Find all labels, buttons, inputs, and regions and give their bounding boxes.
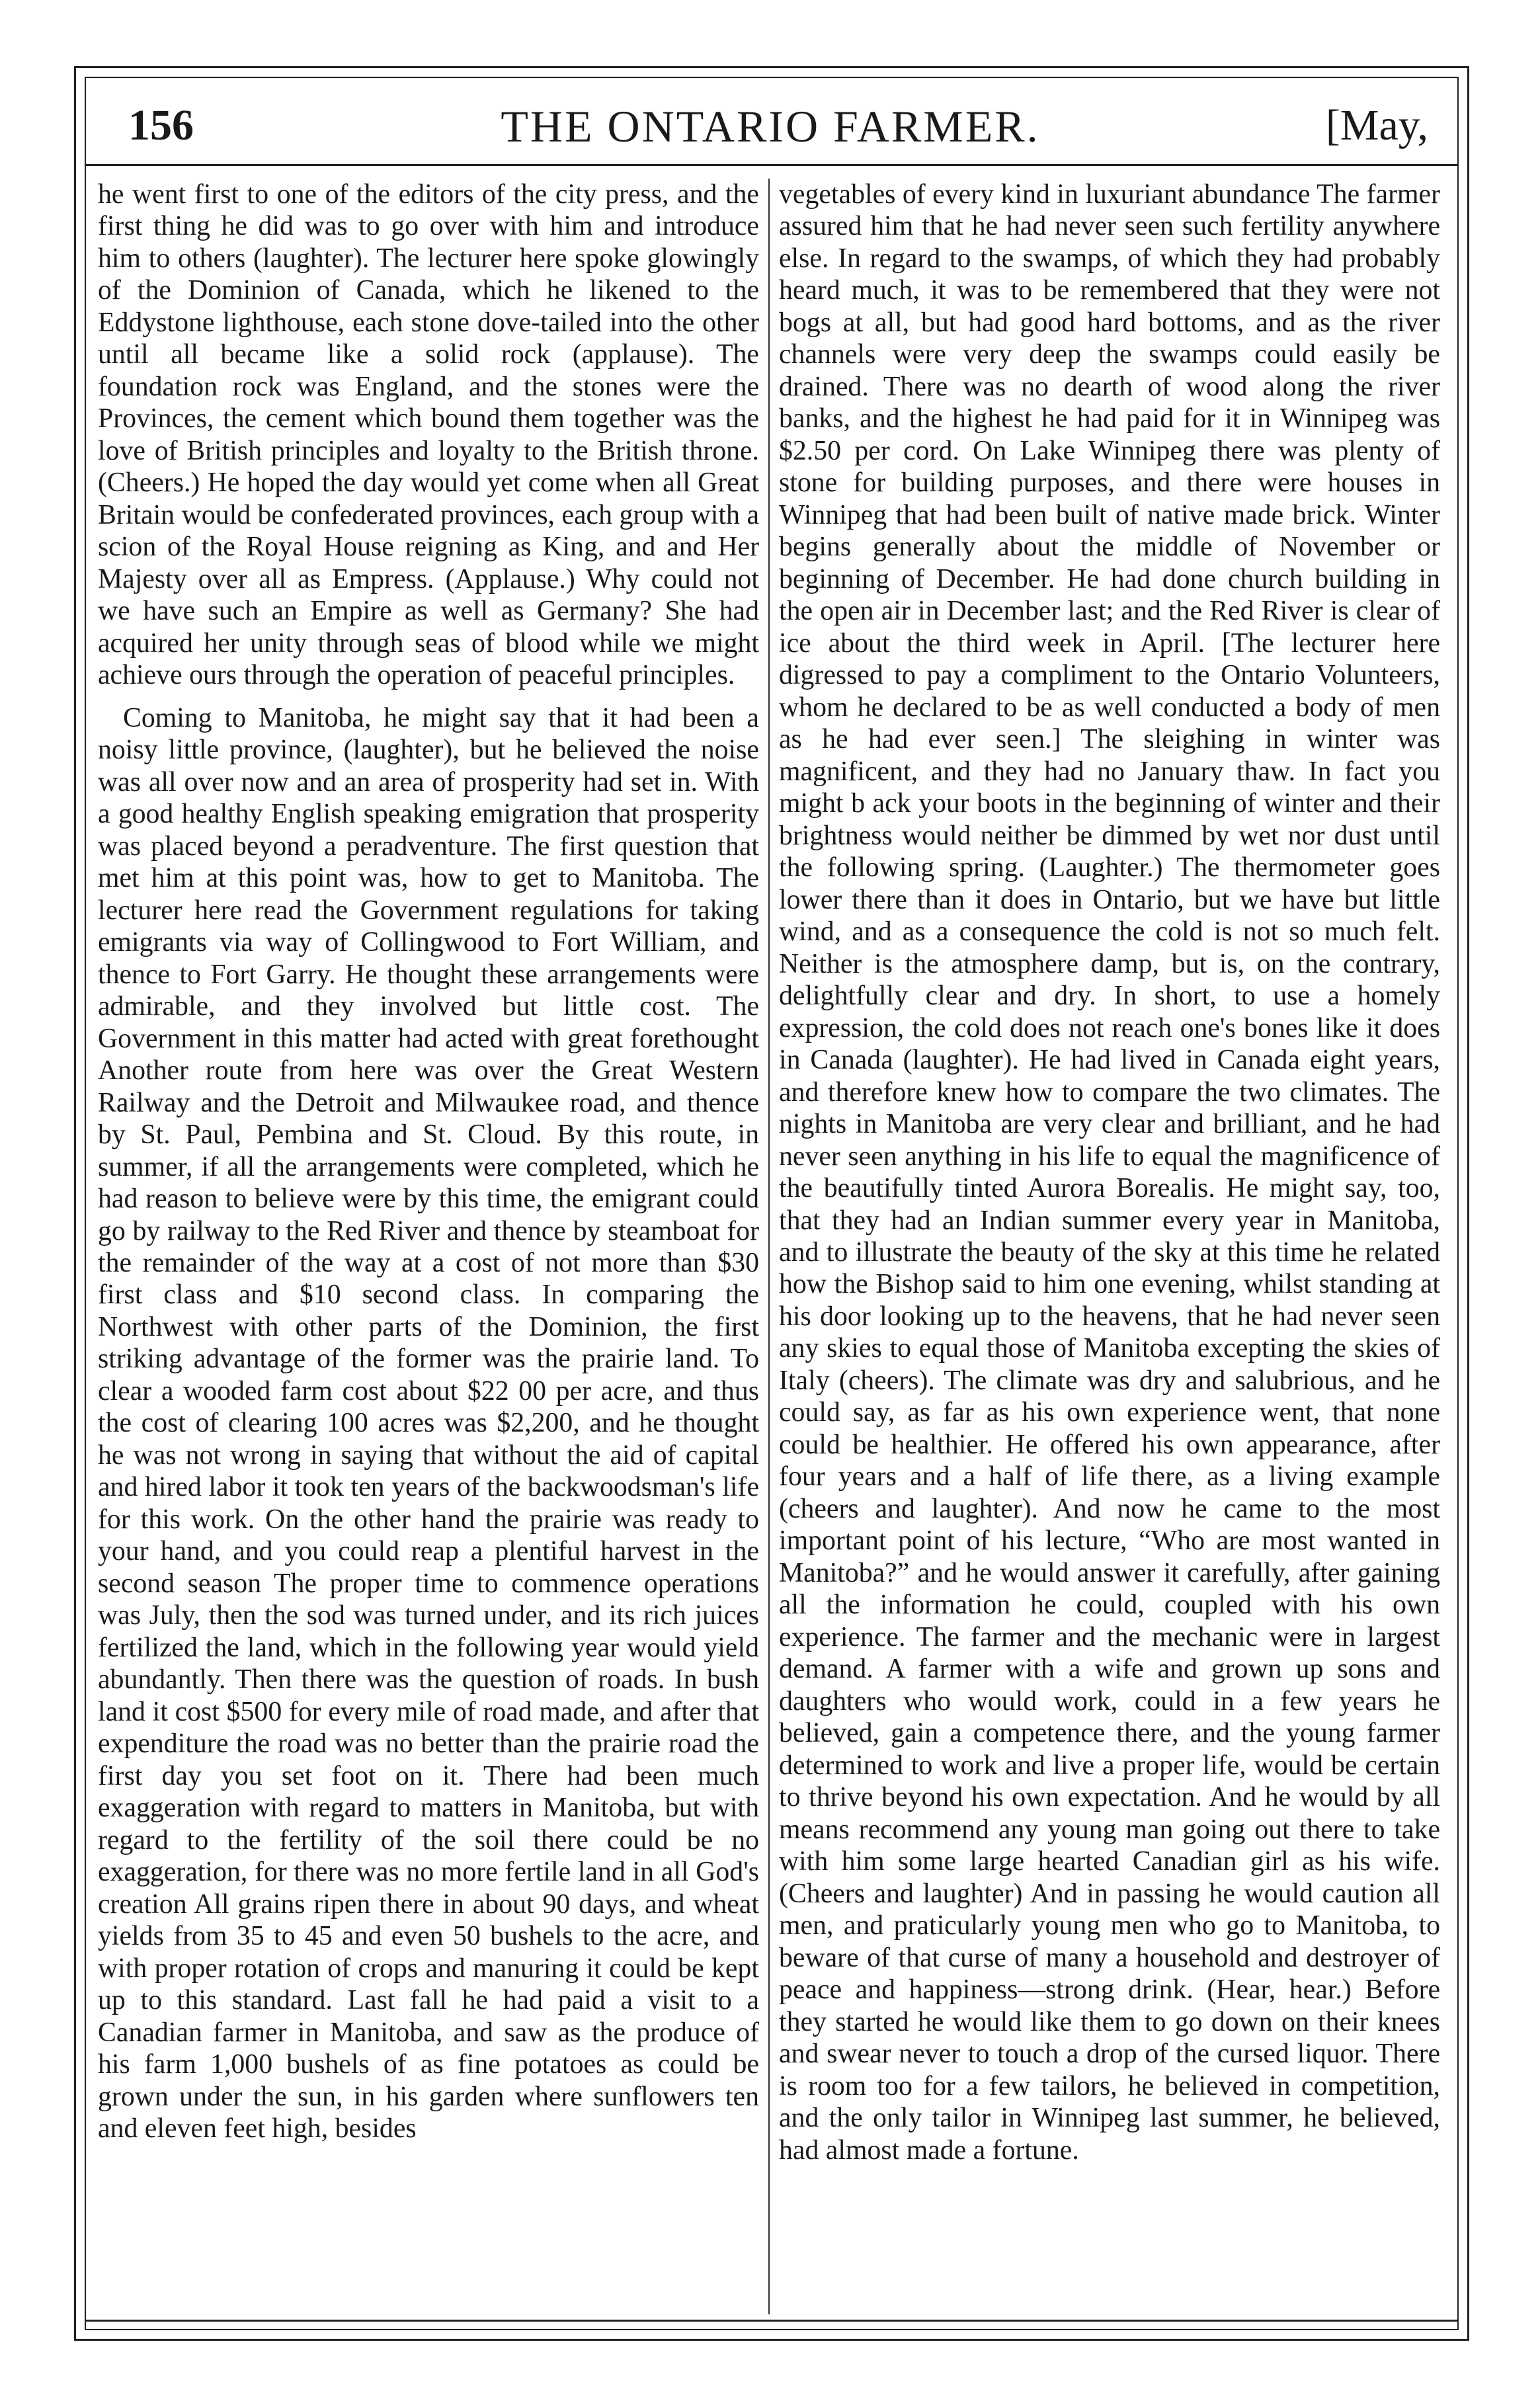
column-divider: [768, 179, 770, 2314]
issue-month: [May,: [1325, 101, 1428, 149]
page-number: 156: [128, 101, 194, 149]
paragraph: he went first to one of the editors of the city press, and the first thing he did was to go over with him and introduce him to others (laughter). The lecturer here spoke glowingly of the Dominion of Canada, which he likened to the Eddystone lighthouse, each stone dove-tailed into the other until all became like a solid rock (applause). The foundation rock was England, and the stones were the Provinces, the cement which bound them together was the love of British principles and loyalty to the British throne. (Cheers.) He hoped the day would yet come when all Great Britain would be confederated provinces, each group with a scion of the Royal House reigning as King, and and Her Majesty over all as Empress. (Applause.) Why could not we have such an Empire as well as Germany? She had acquired her unity through seas of blood while we might achieve ours through the operation of peaceful principles.: [98, 179, 759, 691]
page-header: [99, 93, 1441, 165]
header-rule: [85, 164, 1459, 166]
paragraph: vegetables of every kind in luxuriant abundance The farmer assured him that he had never seen such fertility anywhere else. In regard to the swamps, of which they had probably heard much, it was to be remembered that they were not bogs at all, but had good hard bottoms, and as the river channels were very deep the swamps could easily be drained. There was no dearth of wood along the river banks, and the highest he had paid for it in Winnipeg was $2.50 per cord. On Lake Winnipeg there was plenty of stone for building purposes, and there were houses in Winnipeg that had been built of native made brick. Winter begins generally about the middle of November or beginning of December. He had done church building in the open air in December last; and the Red River is clear of ice about the third week in April. [The lecturer here digressed to pay a compliment to the Ontario Volunteers, whom he declared to be as well conducted a body of men as he had ever seen.] The sleighing in winter was magnificent, and they had no January thaw. In fact you might b ack your boots in the beginning of winter and their brightness would neither be dimmed by wet nor dust until the following spring. (Laughter.) The thermometer goes lower there than it does in Ontario, but we have but little wind, and as a consequence the cold is not so much felt. Neither is the atmosphere damp, but is, on the contrary, delightfully clear and dry. In short, to use a homely expression, the cold does not reach one's bones like it does in Canada (laughter). He had lived in Canada eight years, and therefore knew how to compare the two climates. The nights in Manitoba are very clear and brilliant, and he had never seen anything in his life to equal the magnificence of the beautifully tinted Aurora Borealis. He might say, too, that they had an Indian summer every year in Manitoba, and to illustrate the beauty of the sky at this time he related how the Bishop said to him one evening, whilst standing at his door looking up to the heavens, that he had never seen any skies to equal those of Manitoba excepting the skies of Italy (cheers). The climate was dry and salubrious, and he could say, as far as his own experience went, that none could be healthier. He offered his own appearance, after four years and a half of life there, as a living example (cheers and laughter). And now he came to the most important point of his lecture, “Who are most wanted in Manitoba?” and he would answer it carefully, after gaining all the information he could, coupled with his own experience. The farmer and the mechanic were in largest demand. A farmer with a wife and grown up sons and daughters who would work, could in a few years he believed, gain a competence there, and the young farmer determined to work and live a proper life, would be certain to thrive beyond his own expectation. And he would by all means recommend any young man going out there to take with him some large hearted Canadian girl as his wife. (Cheers and laughter) And in passing he would caution all men, and praticularly young men who go to Manitoba, to beware of that curse of many a household and destroyer of peace and happiness—strong drink. (Hear, hear.) Before they started he would like them to go down on their knees and swear never to touch a drop of the cursed liquor. There is room too for a few tailors, he believed in competition, and the only tailor in Winnipeg last summer, he believed, had almost made a fortune.: [779, 179, 1440, 2166]
running-title: THE ONTARIO FARMER.: [501, 101, 1040, 151]
footer-rule: [85, 2320, 1459, 2322]
right-column: [779, 179, 1440, 2301]
left-column: [98, 179, 759, 2301]
paragraph: Coming to Manitoba, he might say that it had been a noisy little province, (laughter), but he believed the noise was all over now and an area of prosperity had set in. With a good healthy English speaking emigration that prosperity was placed beyond a peradventure. The first question that met him at this point was, how to get to Manitoba. The lecturer here read the Government regulations for taking emigrants via way of Collingwood to Fort William, and thence to Fort Garry. He thought these arrangements were admirable, and they involved but little cost. The Government in this matter had acted with great forethought Another route from here was over the Great Western Railway and the Detroit and Milwaukee road, and thence by St. Paul, Pembina and St. Cloud. By this route, in summer, if all the arrangements were completed, which he had reason to believe were by this time, the emigrant could go by railway to the Red River and thence by steamboat for the remainder of the way at a cost of not more than $30 first class and $10 second class. In comparing the Northwest with other parts of the Dominion, the first striking advantage of the former was the prairie land. To clear a wooded farm cost about $22 00 per acre, and thus the cost of clearing 100 acres was $2,200, and he thought he was not wrong in saying that without the aid of capital and hired labor it took ten years of the backwoodsman's life for this work. On the other hand the prairie was ready to your hand, and you could reap a plentiful harvest in the second season The proper time to commence operations was July, then the sod was turned under, and its rich juices fertilized the land, which in the following year would yield abundantly. Then there was the question of roads. In bush land it cost $500 for every mile of road made, and after that expenditure the road was no better than the prairie road the first day you set foot on it. There had been much exaggeration with regard to matters in Manitoba, but with regard to the fertility of the soil there could be no exaggeration, for there was no more fertile land in all God's creation All grains ripen there in about 90 days, and wheat yields from 35 to 45 and even 50 bushels to the acre, and with proper rotation of crops and manuring it could be kept up to this standard. Last fall he had paid a visit to a Canadian farmer in Manitoba, and saw as the produce of his farm 1,000 bushels of as fine potatoes as could be grown under the sun, in his garden where sunflowers ten and eleven feet high, besides: [98, 702, 759, 2144]
